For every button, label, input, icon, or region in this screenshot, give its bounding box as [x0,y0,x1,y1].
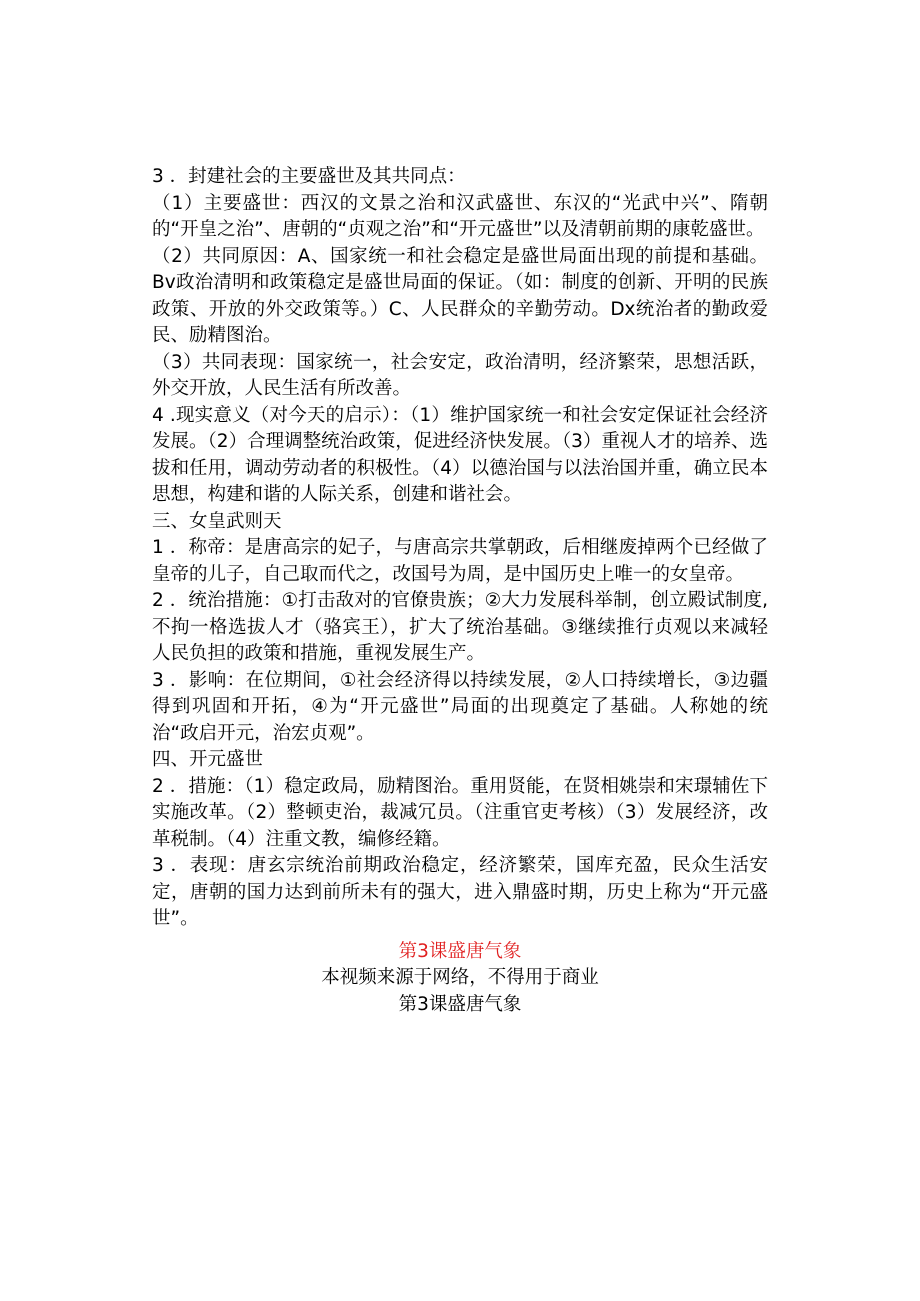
footer-red-title: 第3课盛唐气象 [398,940,522,962]
practical-significance: 4 .现实意义（对今天的启示）：（1）维护国家统一和社会安定保证社会经济发展。（2）合理调整统治政策，促进经济快发展。（3）重视人才的培养、选拔和任用，调动劳动者的积极性。（4）以德治国与以法治国并重，确立民本思想，构建和谐的人际关系，创建和谐社会。 [152,404,768,505]
document-body [152,164,768,1018]
kaiyuan-manifestations: 3 ．表现：唐玄宗统治前期政治稳定，经济繁荣，国库充盈，民众生活安定，唐朝的国力达到前所未有的强大，进入鼎盛时期，历史上称为“开元盛世”。 [152,855,768,929]
footer [152,939,768,1019]
wu-zetian-measures: 2 ．统治措施：①打击敌对的官僚贵族；②大力发展科举制，创立殿试制度,不拘一格选拔人才（骆宾王），扩大了统治基础。③继续推行贞观以来减轻人民负担的政策和措施，重视发展生产。 [152,590,768,664]
common-manifestations: （3）共同表现：国家统一，社会安定，政治清明，经济繁荣，思想活跃，外交开放，人民生活有所改善。 [152,351,768,399]
footer-notice: 本视频来源于网络，不得用于商业 [321,967,599,988]
footer-title: 第3课盛唐气象 [398,993,522,1015]
section-3-heading: 3 ．封建社会的主要盛世及其共同点： [152,166,466,187]
main-flourishing-periods: （1）主要盛世：西汉的文景之治和汉武盛世、东汉的“光武中兴”、隋朝的“开皇之治”、唐朝的“贞观之治”和“开元盛世”以及清朝前期的康乾盛世。 [152,192,768,240]
kaiyuan-measures: 2 ．措施：（1）稳定政局，励精图治。重用贤能，在贤相姚崇和宋璟辅佐下实施改革。（2）整顿吏治，裁减冗员。（注重官吏考核）（3）发展经济，改革税制。（4）注重文教，编修经籍。 [152,775,768,850]
wu-zetian-enthronement: 1 ．称帝：是唐高宗的妃子，与唐高宗共掌朝政，后相继废掉两个已经做了皇帝的儿子，自己取而代之，改国号为周，是中国历史上唯一的女皇帝。 [152,537,768,585]
common-causes: （2）共同原因：A、国家统一和社会稳定是盛世局面出现的前提和基础。Bv政治清明和政策稳定是盛世局面的保证。（如：制度的创新、开明的民族政策、开放的外交政策等。）C、人民群众的辛勤劳动。Dx统治者的勤政爱民、励精图治。 [152,245,768,346]
wu-zetian-influence: 3 ．影响：在位期间，①社会经济得以持续发展，②人口持续增长，③边疆得到巩固和开拓，④为“开元盛世”局面的出现奠定了基础。人称她的统治“政启开元，治宏贞观”。 [152,669,768,744]
wu-zetian-title: 三、女皇武则天 [152,510,282,532]
kaiyuan-title: 四、开元盛世 [152,749,264,770]
